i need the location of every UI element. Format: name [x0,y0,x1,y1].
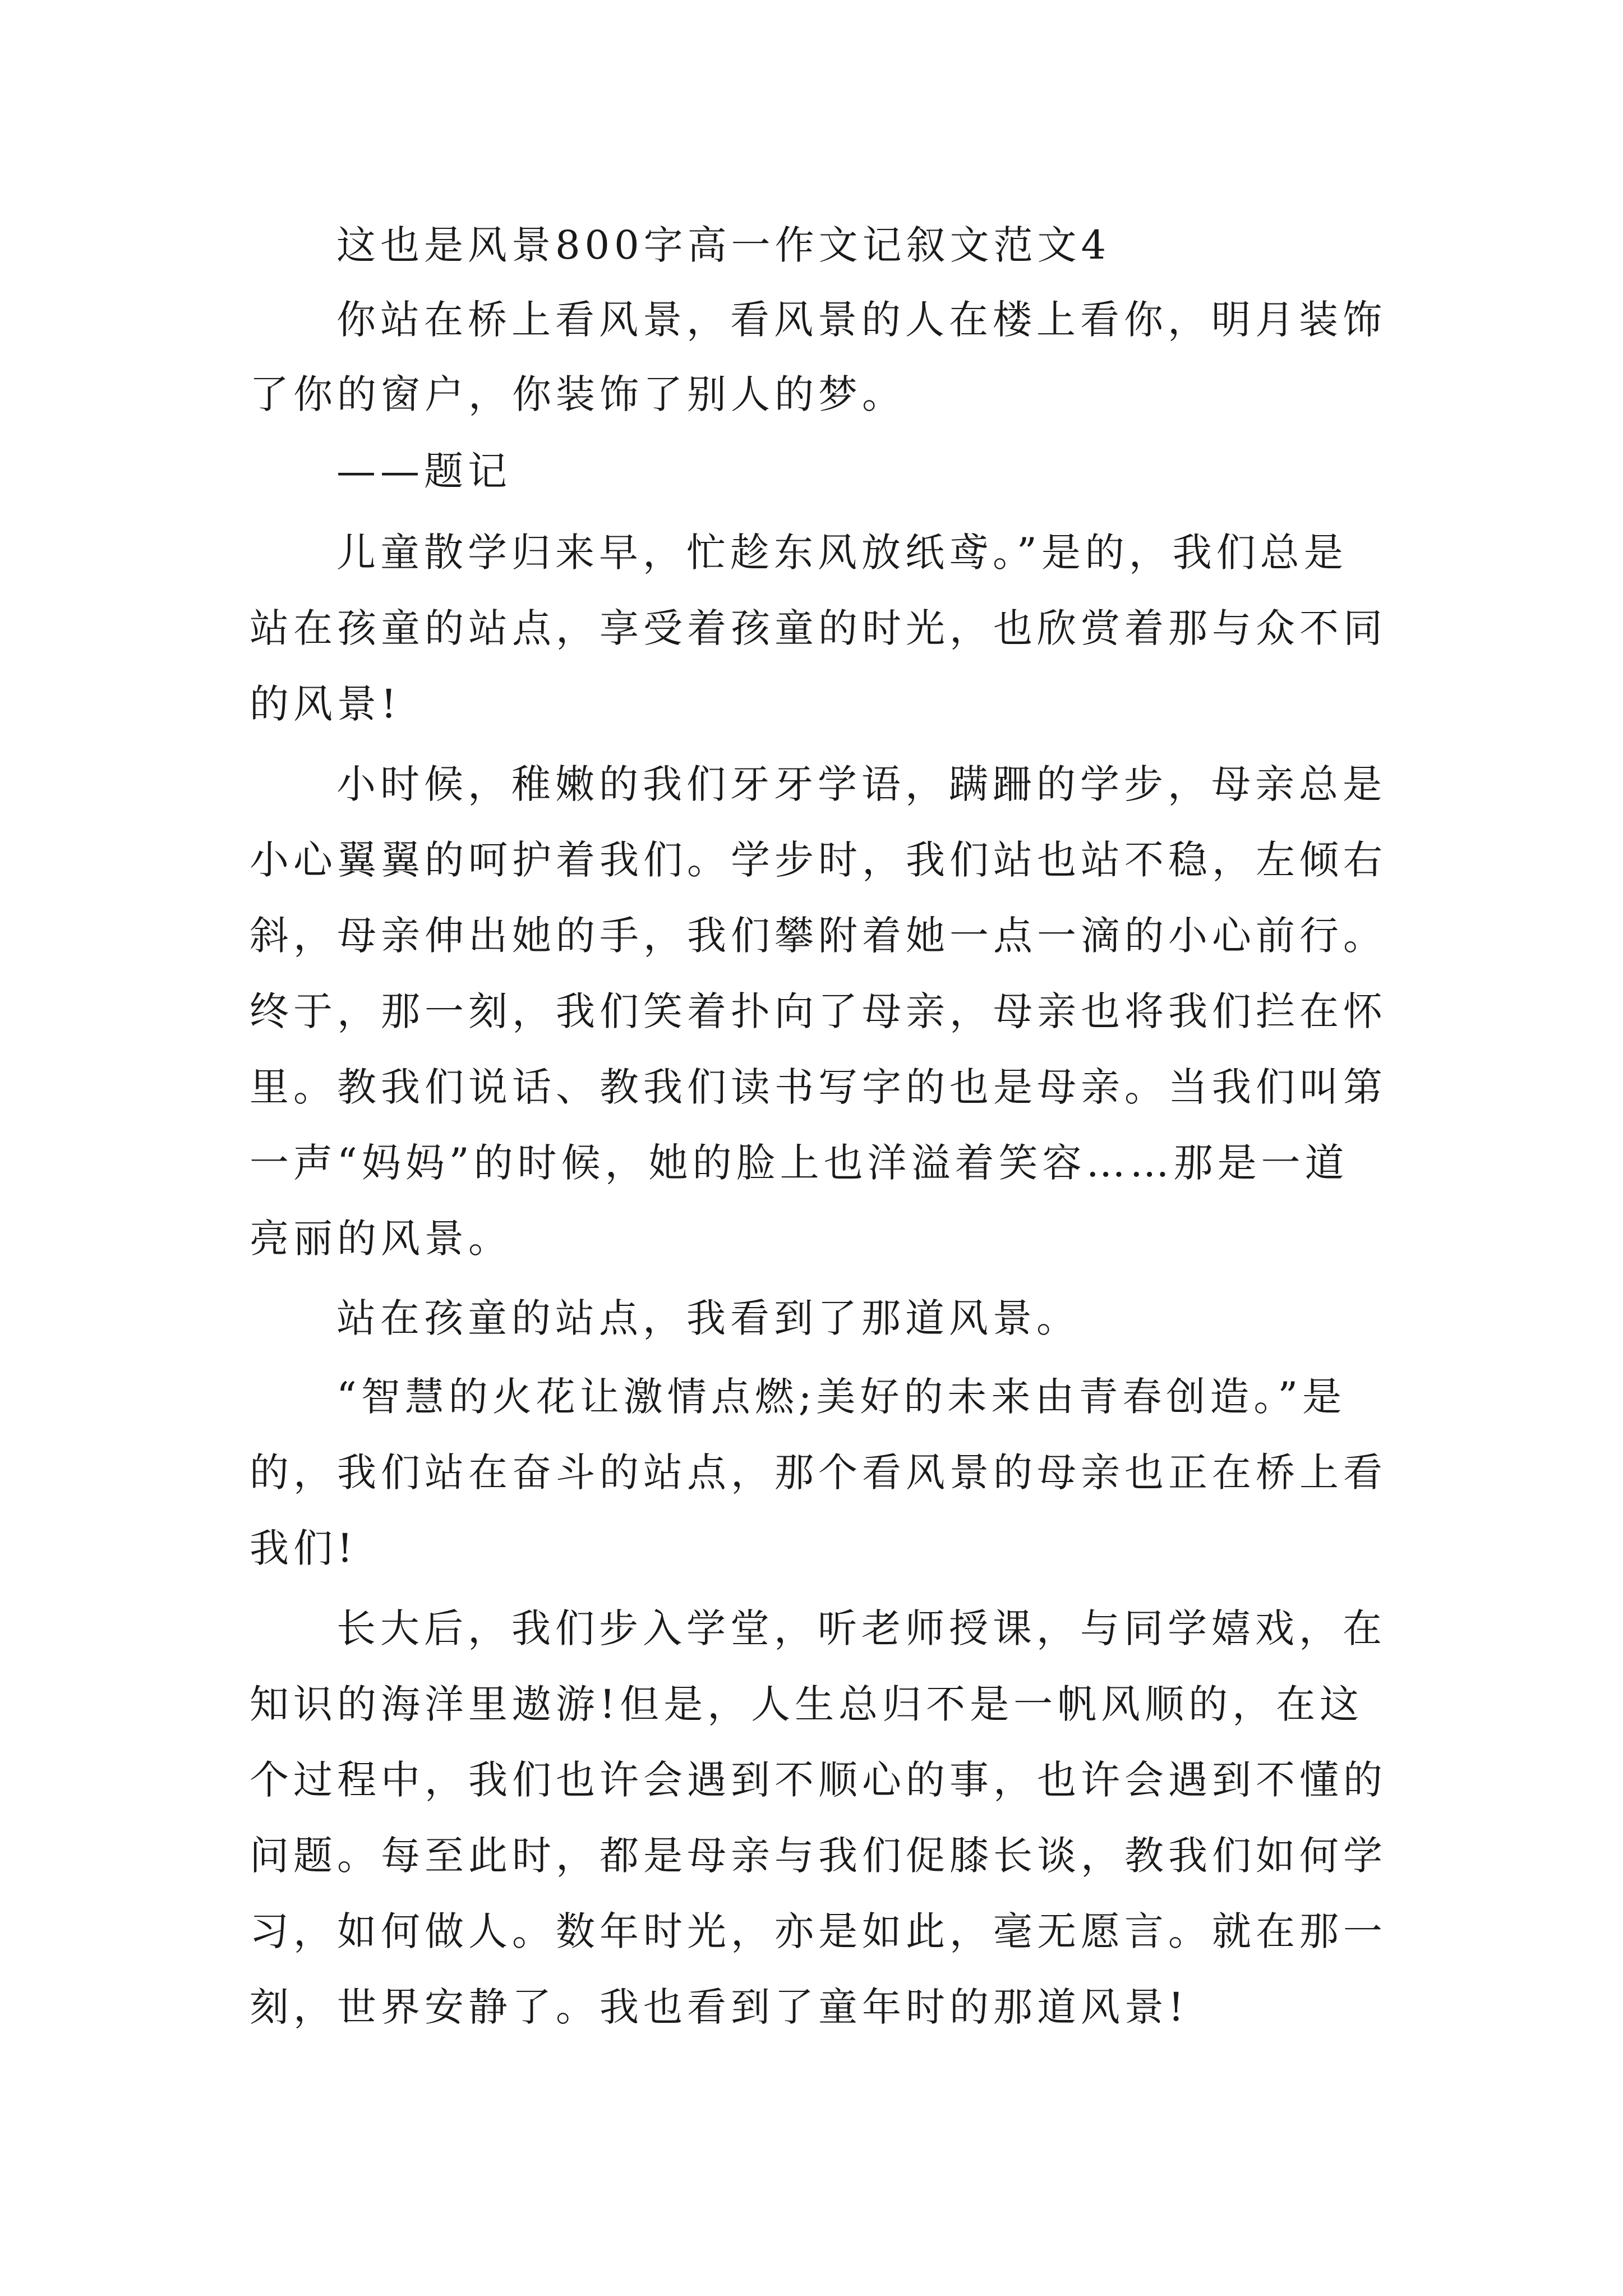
text-line: 的，我们站在奋斗的站点，那个看风景的母亲也正在桥上看 [250,1450,1387,1496]
text-line: “智慧的火花让激情点燃;美好的未来由青春创造。”是 [336,1374,1347,1420]
text-line: 终于，那一刻，我们笑着扑向了母亲，母亲也将我们拦在怀 [250,988,1387,1034]
text-line: 问题。每至此时，都是母亲与我们促膝长谈，教我们如何学 [250,1833,1387,1879]
document-title: 这也是风景800字高一作文记叙文范文4 [336,222,1111,268]
text-line: 长大后，我们步入学堂，听老师授课，与同学嬉戏，在 [336,1605,1386,1651]
text-line: 你站在桥上看风景，看风景的人在楼上看你，明月装饰 [336,297,1386,343]
text-line: 我们! [250,1525,358,1571]
text-line: 的风景! [250,681,402,727]
text-line: 站在孩童的站点，享受着孩童的时光，也欣赏着那与众不同 [250,605,1387,651]
text-line: 儿童散学归来早，忙趁东风放纸鸢。”是的，我们总是 [336,530,1348,576]
text-line: 小心翼翼的呵护着我们。学步时，我们站也站不稳，左倾右 [250,837,1387,883]
text-line: 里。教我们说话、教我们读书写字的也是母亲。当我们叫第 [250,1064,1387,1110]
text-line: 站在孩童的站点，我看到了那道风景。 [336,1295,1080,1341]
text-line: 刻，世界安静了。我也看到了童年时的那道风景! [250,1984,1189,2030]
text-line: 小时候，稚嫩的我们牙牙学语，蹒跚的学步，母亲总是 [336,761,1386,807]
text-line: 个过程中，我们也许会遇到不顺心的事，也许会遇到不懂的 [250,1757,1387,1803]
text-line: 知识的海洋里遨游!但是，人生总归不是一帆风顺的，在这 [250,1681,1364,1727]
text-line: 了你的窗户，你装饰了别人的梦。 [250,371,906,417]
text-line: 斜，母亲伸出她的手，我们攀附着她一点一滴的小心前行。 [250,913,1387,959]
text-line: 一声“妈妈”的时候，她的脸上也洋溢着笑容……那是一道 [250,1140,1349,1186]
text-line: 习，如何做人。数年时光，亦是如此，毫无愿言。就在那一 [250,1908,1387,1954]
epigraph-attribution: ——题记 [336,448,511,494]
text-line: 亮丽的风景。 [250,1216,512,1262]
